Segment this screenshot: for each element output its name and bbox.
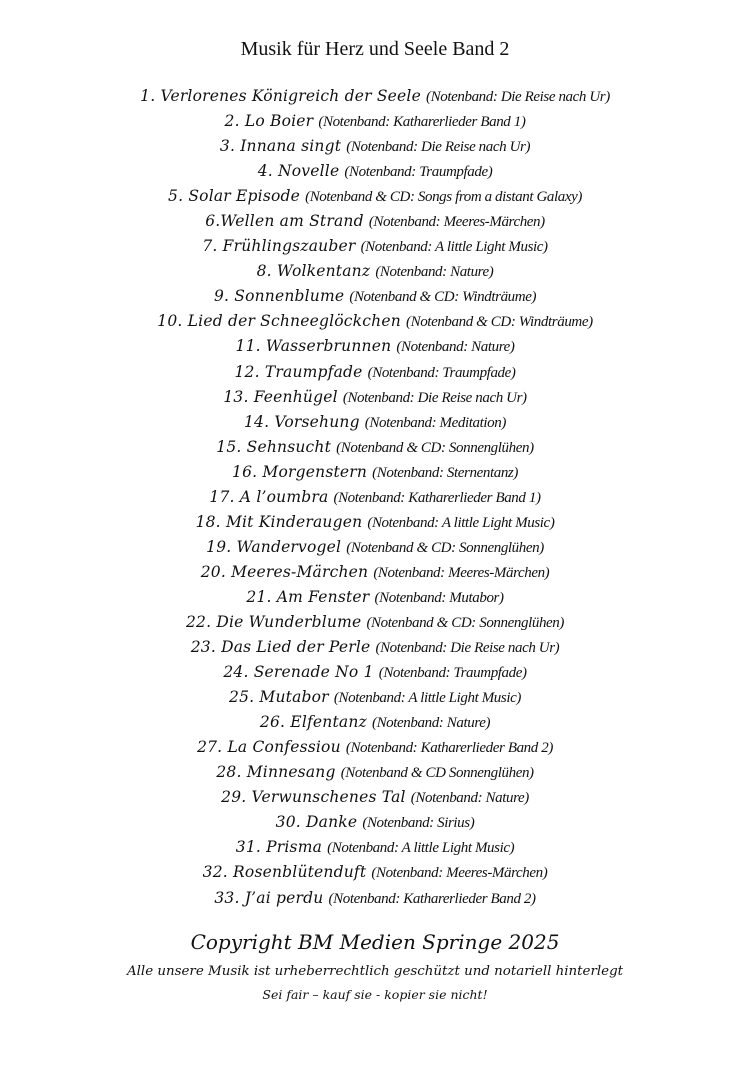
track-title: 33. J’ai perdu xyxy=(214,888,324,907)
rights-notice: Alle unsere Musik ist urheberrechtlich geschützt und notariell hinterlegt xyxy=(126,964,624,979)
track-item xyxy=(0,333,750,358)
track-title: 14. Vorsehung xyxy=(244,412,360,431)
track-item xyxy=(0,609,750,634)
track-source-note: (Notenband & CD Sonnenglühen) xyxy=(340,765,534,782)
fair-notice: Sei fair – kauf sie - kopier sie nicht! xyxy=(262,987,488,1002)
track-source-note: (Notenband: Katharerlieder Band 1) xyxy=(333,489,541,506)
track-source-note: (Notenband: Nature) xyxy=(396,339,515,356)
track-item xyxy=(0,784,750,809)
track-title: 8. Wolkentanz xyxy=(256,262,371,281)
track-item xyxy=(0,509,750,534)
track-source-note: (Notenband: A little Light Music) xyxy=(360,239,548,256)
track-source-note: (Notenband: Meeres-Märchen) xyxy=(371,865,548,882)
track-source-note: (Notenband: Meditation) xyxy=(364,414,506,431)
track-title: 26. Elfentanz xyxy=(259,713,367,732)
track-item xyxy=(0,459,750,484)
track-title: 21. Am Fenster xyxy=(246,587,370,606)
track-title: 7. Frühlingszauber xyxy=(202,237,356,256)
track-source-note: (Notenband: Traumpfade) xyxy=(344,164,493,181)
track-item xyxy=(0,208,750,233)
track-source-note: (Notenband: Sirius) xyxy=(362,815,475,832)
track-item xyxy=(0,684,750,709)
track-title: 15. Sehnsucht xyxy=(216,437,332,456)
track-title: 30. Danke xyxy=(275,813,358,832)
track-source-note: (Notenband & CD: Windträume) xyxy=(349,289,537,306)
track-item xyxy=(0,158,750,183)
track-title: 9. Sonnenblume xyxy=(213,287,345,306)
track-item xyxy=(0,133,750,158)
track-source-note: (Notenband & CD: Windträume) xyxy=(406,314,593,331)
track-title: 19. Wandervogel xyxy=(206,537,342,556)
track-title: 32. Rosenblütenduft xyxy=(202,863,367,882)
track-title: 23. Das Lied der Perle xyxy=(190,638,371,657)
track-item xyxy=(0,584,750,609)
track-title: 13. Feenhügel xyxy=(223,387,338,406)
track-item xyxy=(0,859,750,884)
track-source-note: (Notenband: A little Light Music) xyxy=(327,840,515,857)
track-title: 1. Verlorenes Königreich der Seele xyxy=(140,87,421,105)
track-item xyxy=(0,233,750,258)
track-item xyxy=(0,83,750,108)
track-source-note: (Notenband: Die Reise nach Ur) xyxy=(426,89,610,105)
track-item xyxy=(0,659,750,684)
track-source-note: (Notenband: Mutabor) xyxy=(374,589,504,606)
track-source-note: (Notenband: Nature) xyxy=(375,264,494,281)
track-item xyxy=(0,384,750,409)
track-title: 24. Serenade No 1 xyxy=(223,663,374,682)
track-item xyxy=(0,759,750,784)
document-title: Musik für Herz und Seele Band 2 xyxy=(240,38,510,60)
track-source-note: (Notenband & CD: Sonnenglühen) xyxy=(336,439,534,456)
track-title: 16. Morgenstern xyxy=(232,462,368,481)
track-item xyxy=(0,734,750,759)
track-source-note: (Notenband: Katharerlieder Band 1) xyxy=(318,114,526,131)
track-source-note: (Notenband & CD: Sonnenglühen) xyxy=(346,539,544,556)
track-title: 17. A l’oumbra xyxy=(209,487,329,506)
track-source-note: (Notenband: Die Reise nach Ur) xyxy=(346,139,531,156)
track-title: 12. Traumpfade xyxy=(234,362,363,381)
track-title: 27. La Confessiou xyxy=(197,738,341,757)
track-title: 4. Novelle xyxy=(257,162,340,181)
track-source-note: (Notenband: Meeres-Märchen) xyxy=(368,214,545,231)
copyright-line: Copyright BM Medien Springe 2025 xyxy=(190,930,560,954)
track-item xyxy=(0,634,750,659)
track-source-note: (Notenband: A little Light Music) xyxy=(367,514,555,531)
track-source-note: (Notenband: Nature) xyxy=(410,790,529,807)
track-source-note: (Notenband: Die Reise nach Ur) xyxy=(342,389,527,406)
track-title: 20. Meeres-Märchen xyxy=(200,562,369,581)
track-title: 29. Verwunschenes Tal xyxy=(221,788,406,807)
track-title: 10. Lied der Schneeglöckchen xyxy=(157,312,401,331)
track-source-note: (Notenband: Traumpfade) xyxy=(367,364,516,381)
track-source-note: (Notenband: Die Reise nach Ur) xyxy=(375,640,560,657)
track-title: 22. Die Wunderblume xyxy=(185,612,362,631)
track-source-note: (Notenband: Katharerlieder Band 2) xyxy=(345,740,553,757)
track-source-note: (Notenband: Traumpfade) xyxy=(378,665,527,682)
track-source-note: (Notenband: Meeres-Märchen) xyxy=(373,564,550,581)
track-title: 3. Innana singt xyxy=(219,137,342,156)
track-item xyxy=(0,834,750,859)
track-source-note: (Notenband: Nature) xyxy=(371,715,491,732)
track-item xyxy=(0,484,750,509)
track-list xyxy=(0,83,750,910)
track-title: 6.Wellen am Strand xyxy=(205,212,364,231)
track-title: 28. Minnesang xyxy=(216,763,336,782)
track-source-note: (Notenband: A little Light Music) xyxy=(333,690,521,707)
track-item xyxy=(0,308,750,333)
track-title: 18. Mit Kinderaugen xyxy=(195,512,363,531)
track-source-note: (Notenband & CD: Songs from a distant Galaxy) xyxy=(305,189,582,206)
track-item xyxy=(0,359,750,384)
track-title: 5. Solar Episode xyxy=(168,187,301,206)
track-source-note: (Notenband & CD: Sonnenglühen) xyxy=(366,614,565,631)
track-item xyxy=(0,183,750,208)
track-item xyxy=(0,885,750,910)
track-source-note: (Notenband: Sternentanz) xyxy=(372,464,518,481)
track-item xyxy=(0,409,750,434)
track-item xyxy=(0,258,750,283)
track-item xyxy=(0,108,750,133)
track-item xyxy=(0,434,750,459)
track-item xyxy=(0,283,750,308)
track-title: 11. Wasserbrunnen xyxy=(235,337,392,356)
track-title: 31. Prisma xyxy=(235,838,323,857)
track-item xyxy=(0,559,750,584)
track-item xyxy=(0,809,750,834)
track-item xyxy=(0,534,750,559)
track-source-note: (Notenband: Katharerlieder Band 2) xyxy=(328,890,536,907)
track-item xyxy=(0,709,750,734)
track-title: 2. Lo Boier xyxy=(224,112,314,131)
track-title: 25. Mutabor xyxy=(229,688,329,707)
